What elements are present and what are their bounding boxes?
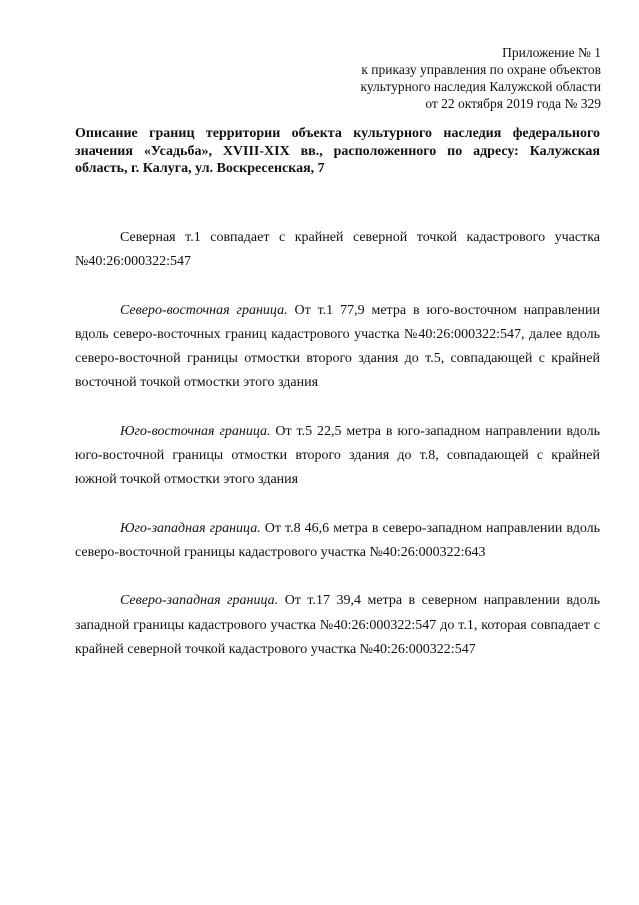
- boundary-paragraph-northeast: [75, 299, 600, 396]
- appendix-order-ref: к приказу управления по охране объектов: [361, 62, 601, 77]
- boundary-paragraph-north: [75, 226, 600, 275]
- paragraph-heading: Северо-западная граница.: [120, 593, 279, 609]
- appendix-authority: культурного наследия Калужской области: [360, 79, 601, 94]
- paragraph-heading: Юго-западная граница.: [120, 520, 261, 536]
- paragraph-heading: Юго-восточная граница.: [120, 423, 271, 439]
- document-body: [75, 226, 600, 686]
- paragraph-text: От т.5 22,5 метра в юго-западном направлении вдоль юго-восточной границы отмостки второго здания до т.8, совпадающей с крайней южной точкой отмостки этого здания: [75, 423, 600, 488]
- appendix-number: Приложение № 1: [502, 45, 601, 60]
- boundary-paragraph-southwest: [75, 517, 600, 566]
- paragraph-text: Северная т.1 совпадает с крайней северной точкой кадастрового участка №40:26:000322:547: [75, 230, 600, 270]
- document-title: Описание границ территории объекта культурного наследия федерального значения «Усадьба», XVIII-XIX вв., расположенного по адресу: Калужская область, г. Калуга, ул. Воскресенская, 7: [75, 126, 600, 176]
- appendix-order-date: от 22 октября 2019 года № 329: [425, 96, 601, 111]
- boundary-paragraph-southeast: [75, 420, 600, 493]
- paragraph-heading: Северо-восточная граница.: [120, 302, 288, 318]
- paragraph-text: От т.17 39,4 метра в северном направлении вдоль западной границы кадастрового участка №40:26:000322:547 до т.1, которая совпадает с крайней северной точкой кадастрового участка №40:26:000322:547: [75, 593, 600, 657]
- paragraph-text: От т.1 77,9 метра в юго-восточном направлении вдоль северо-восточных границ кадастрового участка №40:26:000322:547, далее вдоль северо-восточной границы отмостки второго здания до т.5, совпадающей с крайней восточной точкой отмостки этого здания: [75, 302, 600, 391]
- boundary-paragraph-northwest: [75, 589, 600, 662]
- appendix-header: [301, 44, 601, 112]
- paragraph-text: От т.8 46,6 метра в северо-западном направлении вдоль северо-восточной границы кадастрового участка №40:26:000322:643: [75, 520, 601, 560]
